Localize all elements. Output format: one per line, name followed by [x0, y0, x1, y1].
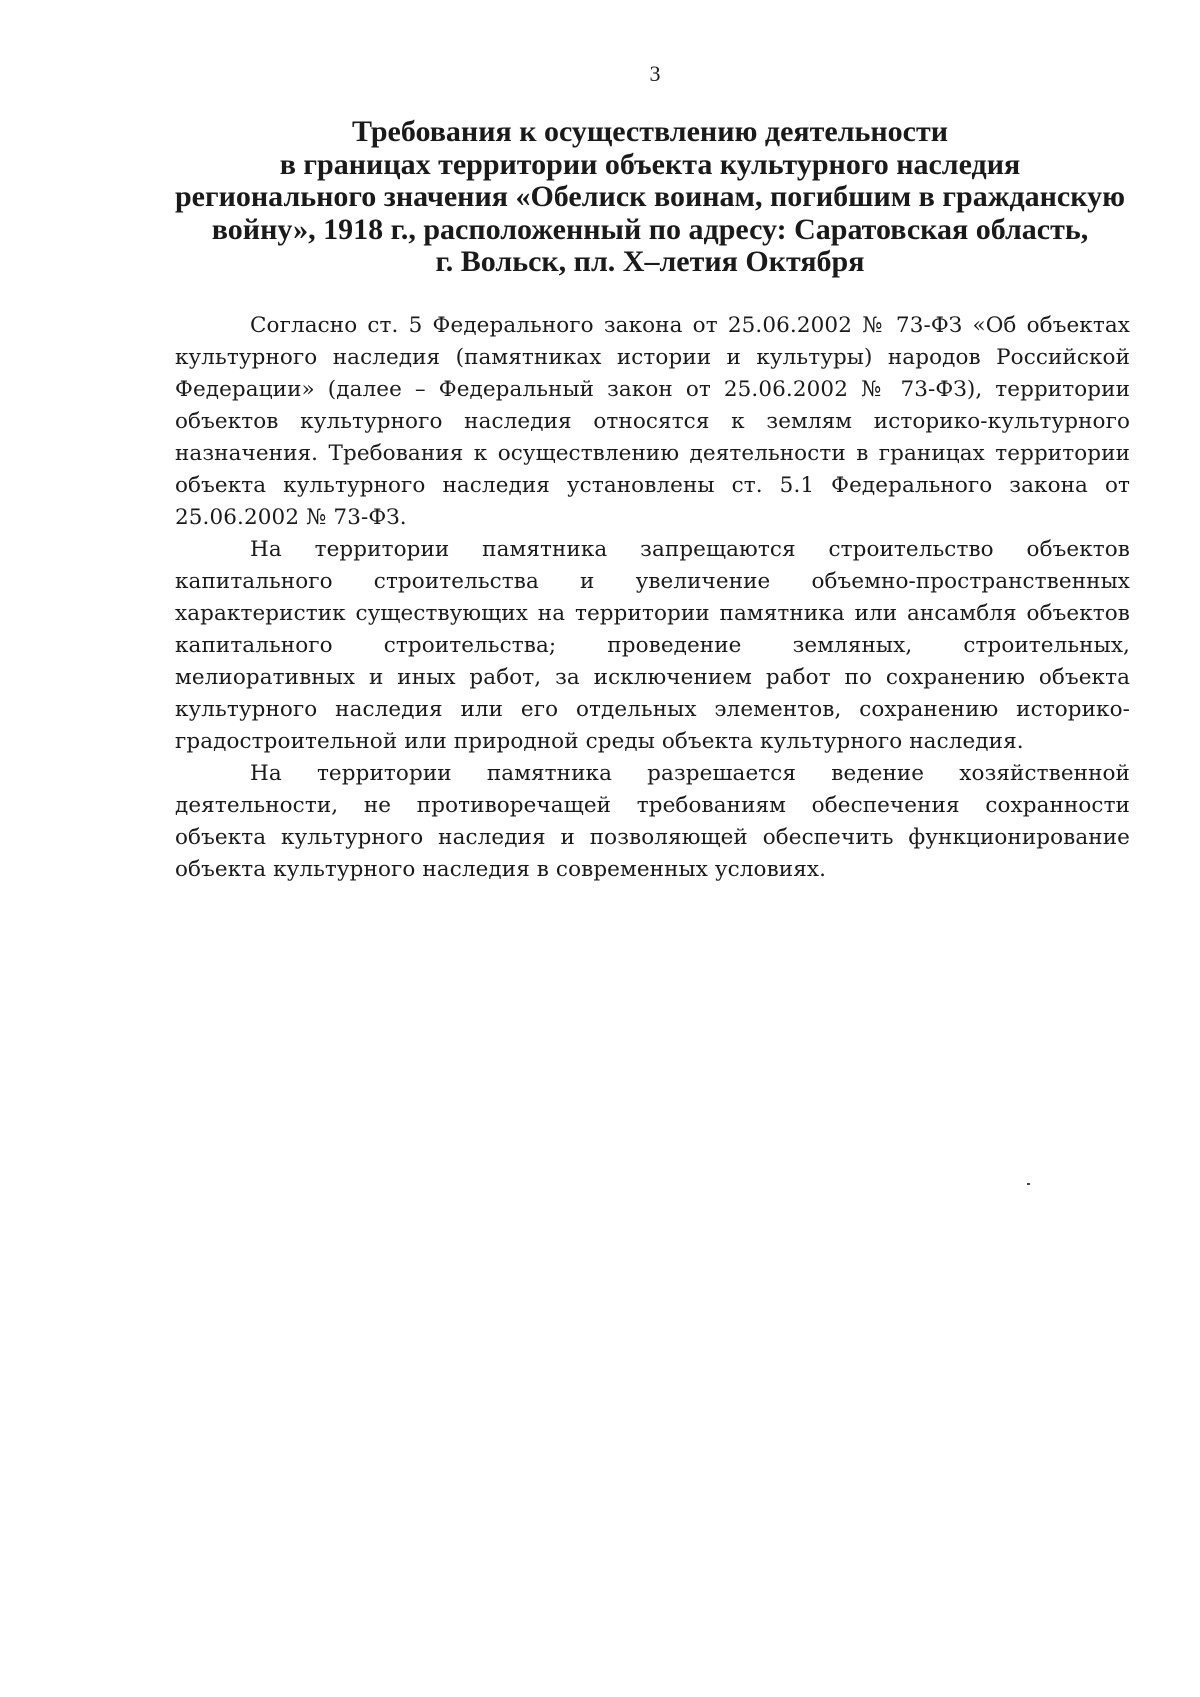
paragraph-legal-basis: Согласно ст. 5 Федерального закона от 25.06.2002 № 73-ФЗ «Об объектах культурного наследия (памятниках истории и культуры) народов Российской Федерации» (далее – Федеральный закон от 25.06.2002 № 73-ФЗ), территории объектов культурного наследия относятся к землям историко-культурного назначения. Требования к осуществлению деятельности в границах территории объекта культурного наследия установлены ст. 5.1 Федерального закона от 25.06.2002 № 73-ФЗ.: [175, 313, 1130, 530]
paragraph-permitted-activity: На территории памятника разрешается ведение хозяйственной деятельности, не противоречащей требованиям обеспечения сохранности объекта культурного наследия и позволяющей обеспечить функционирование объекта культурного наследия в современных условиях.: [175, 761, 1130, 882]
title-line: войну», 1918 г., расположенный по адресу: Саратовская область,: [211, 212, 1089, 246]
paragraph-prohibitions: На территории памятника запрещаются строительство объектов капитального строительства и увеличение объемно-пространственных характеристик существующих на территории памятника или ансамбля объектов капитального строительства; проведение земляных, строительных, мелиоративных и иных работ, за исключением работ по сохранению объекта культурного наследия или его отдельных элементов, сохранению историко-градостроительной или природной среды объекта культурного наследия.: [175, 537, 1130, 754]
title-line: г. Вольск, пл. Х–летия Октября: [435, 245, 865, 278]
page-number: 3: [649, 61, 661, 86]
title-line: в границах территории объекта культурного наследия: [279, 147, 1021, 181]
document-title: [170, 116, 1130, 279]
title-line: регионального значения «Обелиск воинам, погибшим в гражданскую: [174, 180, 1126, 213]
document-body: [175, 310, 1130, 886]
title-line: Требования к осуществлению деятельности: [351, 115, 949, 148]
scan-speck: [1027, 1183, 1030, 1185]
